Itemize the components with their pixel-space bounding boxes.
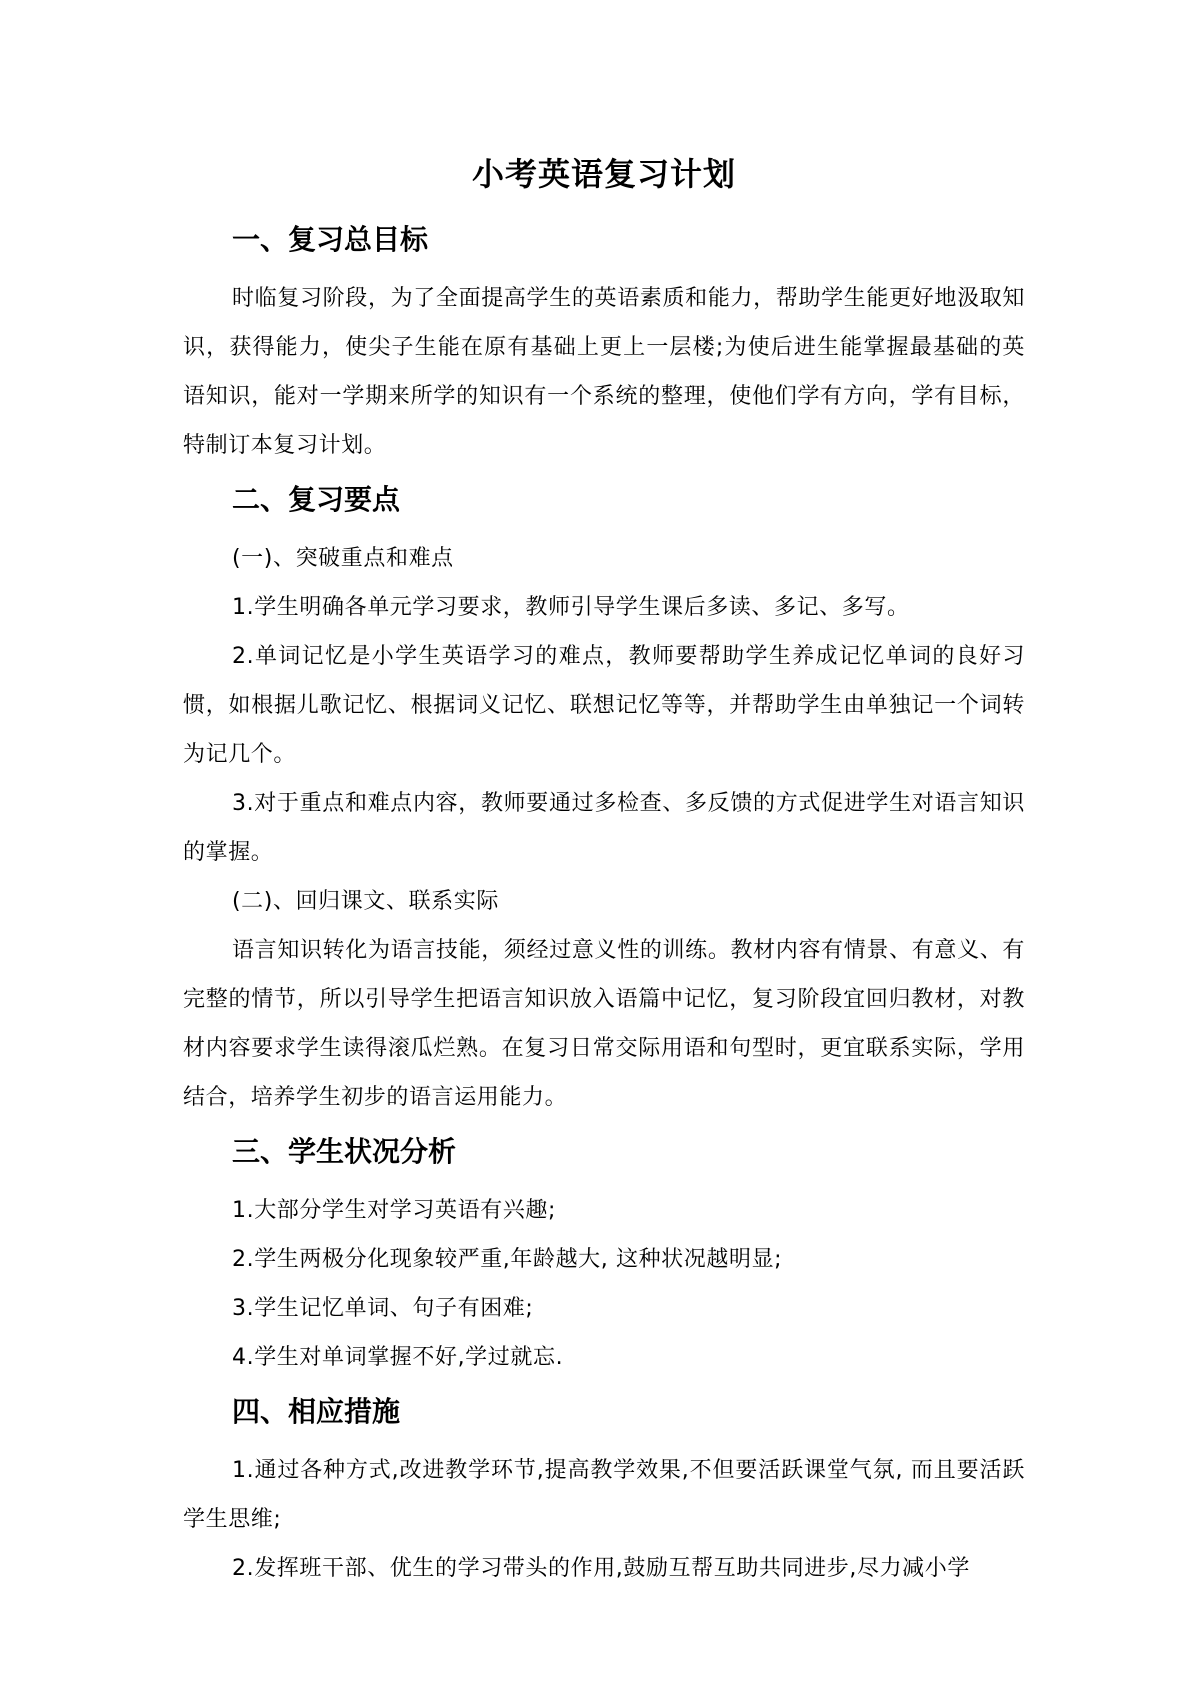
paragraph: 语言知识转化为语言技能，须经过意义性的训练。教材内容有情景、有意义、有完整的情节，所以引导学生把语言知识放入语篇中记忆，复习阶段宜回归教材，对教材内容要求学生读得滚瓜烂熟。在复习日常交际用语和句型时，更宜联系实际，学用结合，培养学生初步的语言运用能力。 (183, 938, 1025, 1110)
section-heading-key-points: 二、复习要点 (232, 483, 401, 516)
paragraph: 2.发挥班干部、优生的学习带头的作用,鼓励互帮互助共同进步,尽力减小学 (232, 1556, 970, 1581)
section-heading-goal: 一、复习总目标 (232, 223, 429, 256)
paragraph: 1.通过各种方式,改进教学环节,提高教学效果,不但要活跃课堂气氛, 而且要活跃学生思维; (183, 1458, 1025, 1532)
paragraph: (一)、突破重点和难点 (232, 546, 454, 571)
document-page (183, 150, 1025, 1593)
paragraph: (二)、回归课文、联系实际 (232, 889, 499, 914)
document-title: 小考英语复习计划 (471, 155, 736, 193)
paragraph: 2.单词记忆是小学生英语学习的难点，教师要帮助学生养成记忆单词的良好习惯，如根据儿歌记忆、根据词义记忆、联想记忆等等，并帮助学生由单独记一个词转为记几个。 (183, 644, 1025, 767)
section-heading-measures: 四、相应措施 (232, 1395, 401, 1428)
paragraph: 3.对于重点和难点内容，教师要通过多检查、多反馈的方式促进学生对语言知识的掌握。 (183, 791, 1025, 865)
paragraph: 时临复习阶段，为了全面提高学生的英语素质和能力，帮助学生能更好地汲取知识，获得能力，使尖子生能在原有基础上更上一层楼;为使后进生能掌握最基础的英语知识，能对一学期来所学的知识有一个系统的整理，使他们学有方向，学有目标，特制订本复习计划。 (183, 286, 1025, 458)
paragraph: 3.学生记忆单词、句子有困难; (232, 1296, 534, 1321)
paragraph: 1.大部分学生对学习英语有兴趣; (232, 1198, 557, 1223)
section-heading-student-analysis: 三、学生状况分析 (232, 1135, 457, 1168)
paragraph: 1.学生明确各单元学习要求，教师引导学生课后多读、多记、多写。 (232, 595, 910, 620)
paragraph: 4.学生对单词掌握不好,学过就忘. (232, 1345, 564, 1370)
paragraph: 2.学生两极分化现象较严重,年龄越大, 这种状况越明显; (232, 1247, 783, 1272)
